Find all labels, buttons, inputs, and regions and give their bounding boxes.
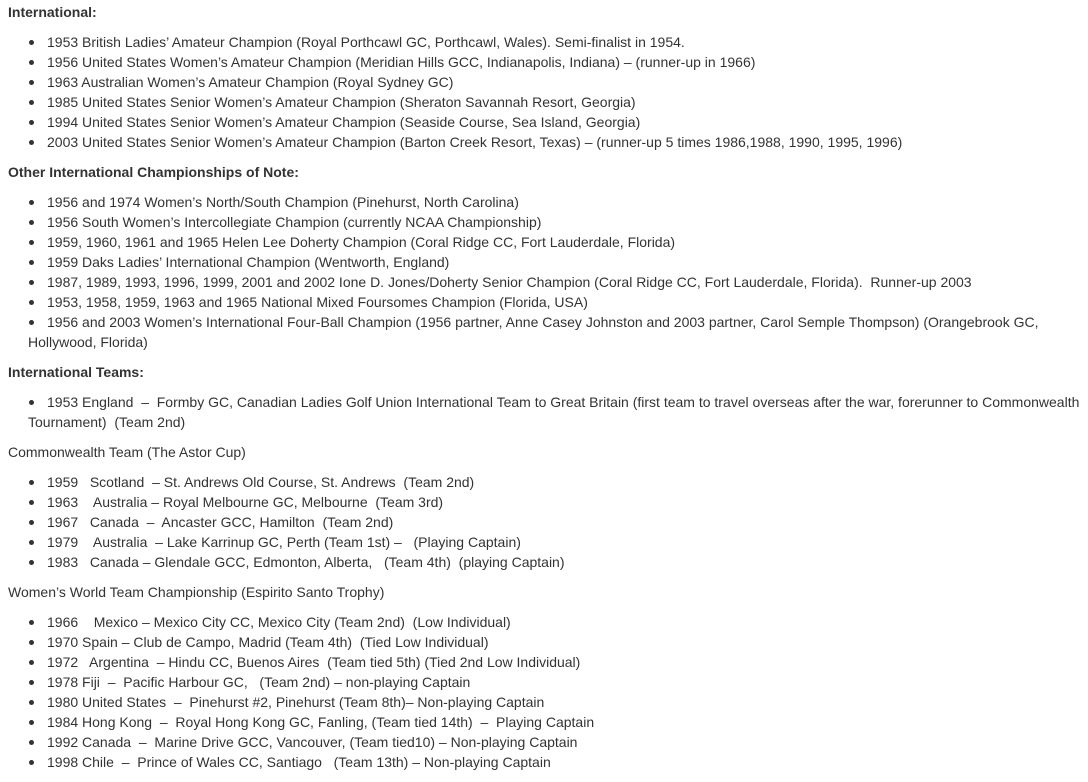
list-item: 1956 United States Women’s Amateur Champion (Meridian Hills GCC, Indianapolis, Indiana) – (runner-up in 1966) (28, 52, 1086, 72)
list-item: 1959 Scotland – St. Andrews Old Course, St. Andrews (Team 2nd) (28, 472, 1086, 492)
list-item: 1953, 1958, 1959, 1963 and 1965 National Mixed Foursomes Champion (Florida, USA) (28, 292, 1086, 312)
list-item: 1978 Fiji – Pacific Harbour GC, (Team 2nd) – non-playing Captain (28, 672, 1086, 692)
commonwealth-team-heading: Commonwealth Team (The Astor Cup) (8, 444, 246, 460)
list-item: 1963 Australian Women’s Amateur Champion (Royal Sydney GC) (28, 72, 1086, 92)
list-item: 1987, 1989, 1993, 1996, 1999, 2001 and 2002 Ione D. Jones/Doherty Senior Champion (Coral Ridge CC, Fort Lauderdale, Florida). Runner-up 2003 (28, 272, 1086, 292)
commonwealth-team-list (8, 472, 1086, 572)
list-item: 1956 South Women’s Intercollegiate Champion (currently NCAA Championship) (28, 212, 1086, 232)
list-item: 1967 Canada – Ancaster GCC, Hamilton (Team 2nd) (28, 512, 1086, 532)
list-item: 1963 Australia – Royal Melbourne GC, Melbourne (Team 3rd) (28, 492, 1086, 512)
other-championships-heading: Other International Championships of Note: (8, 164, 299, 180)
international-heading: International: (8, 4, 97, 20)
list-item: 1984 Hong Kong – Royal Hong Kong GC, Fanling, (Team tied 14th) – Playing Captain (28, 712, 1086, 732)
list-item: 1970 Spain – Club de Campo, Madrid (Team 4th) (Tied Low Individual) (28, 632, 1086, 652)
document-body (8, 2, 1086, 782)
list-item: 1956 and 1974 Women’s North/South Champion (Pinehurst, North Carolina) (28, 192, 1086, 212)
list-item: 1983 Canada – Glendale GCC, Edmonton, Alberta, (Team 4th) (playing Captain) (28, 552, 1086, 572)
list-item: 1966 Mexico – Mexico City CC, Mexico City (Team 2nd) (Low Individual) (28, 612, 1086, 632)
international-teams-list (8, 392, 1086, 432)
list-item: 1959 Daks Ladies’ International Champion (Wentworth, England) (28, 252, 1086, 272)
list-item: 1980 United States – Pinehurst #2, Pinehurst (Team 8th)– Non-playing Captain (28, 692, 1086, 712)
world-team-championship-heading: Women’s World Team Championship (Espirito Santo Trophy) (8, 584, 385, 600)
list-item: 1979 Australia – Lake Karrinup GC, Perth (Team 1st) – (Playing Captain) (28, 532, 1086, 552)
list-item: 1994 United States Senior Women’s Amateur Champion (Seaside Course, Sea Island, Georgia) (28, 112, 1086, 132)
list-item: 1998 Chile – Prince of Wales CC, Santiago (Team 13th) – Non-playing Captain (28, 752, 1086, 772)
international-list (8, 32, 1086, 152)
other-championships-list (8, 192, 1086, 352)
list-item: 2003 United States Senior Women’s Amateur Champion (Barton Creek Resort, Texas) – (runner-up 5 times 1986,1988, 1990, 1995, 1996) (28, 132, 1086, 152)
world-team-championship-list (8, 612, 1086, 772)
list-item: 1959, 1960, 1961 and 1965 Helen Lee Doherty Champion (Coral Ridge CC, Fort Lauderdale, Florida) (28, 232, 1086, 252)
list-item: 1992 Canada – Marine Drive GCC, Vancouver, (Team tied10) – Non-playing Captain (28, 732, 1086, 752)
list-item: 1972 Argentina – Hindu CC, Buenos Aires (Team tied 5th) (Tied 2nd Low Individual) (28, 652, 1086, 672)
list-item: 1953 England – Formby GC, Canadian Ladies Golf Union International Team to Great Britain (first team to travel overseas after the war, forerunner to Commonwealth Tournament) (Team 2nd) (28, 392, 1086, 432)
list-item: 1953 British Ladies’ Amateur Champion (Royal Porthcawl GC, Porthcawl, Wales). Semi-finalist in 1954. (28, 32, 1086, 52)
list-item: 1956 and 2003 Women’s International Four-Ball Champion (1956 partner, Anne Casey Johnston and 2003 partner, Carol Semple Thompson) (Orangebrook GC, Hollywood, Florida) (28, 312, 1086, 352)
international-teams-heading: International Teams: (8, 364, 144, 380)
list-item: 1985 United States Senior Women’s Amateur Champion (Sheraton Savannah Resort, Georgia) (28, 92, 1086, 112)
